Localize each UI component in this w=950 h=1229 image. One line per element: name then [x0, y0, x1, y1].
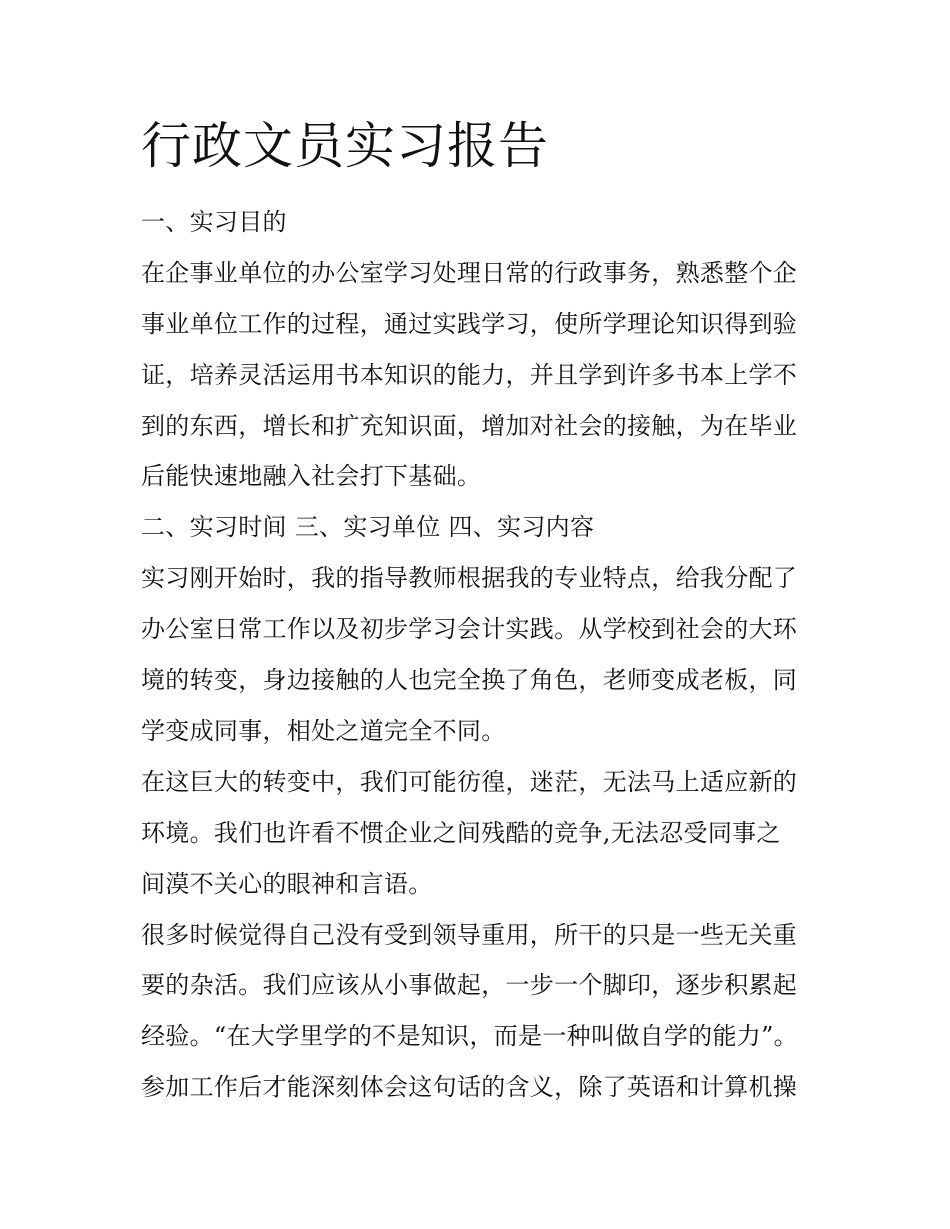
body-line: 证，培养灵活运用书本知识的能力，并且学到许多书本上学不: [141, 361, 798, 389]
body-line: 事业单位工作的过程，通过实践学习，使所学理论知识得到验: [141, 310, 798, 338]
body-line: 很多时候觉得自己没有受到领导重用，所干的只是一些无关重: [141, 921, 798, 949]
body-line: 到的东西，增长和扩充知识面，增加对社会的接触，为在毕业: [141, 412, 798, 440]
body-line: 后能快速地融入社会打下基础。: [141, 462, 482, 490]
body-line: 在企事业单位的办公室学习处理日常的行政事务，熟悉整个企: [141, 259, 798, 287]
document-title: 行政文员实习报告: [141, 117, 549, 175]
body-line: 在这巨大的转变中，我们可能彷徨，迷茫，无法马上适应新的: [141, 768, 798, 796]
section-heading-purpose: 一、实习目的: [141, 208, 287, 236]
body-line: 境的转变，身边接触的人也完全换了角色，老师变成老板，同: [141, 666, 798, 694]
body-line: 间漠不关心的眼神和言语。: [141, 870, 433, 898]
body-line: 实习刚开始时，我的指导教师根据我的专业特点，给我分配了: [141, 564, 798, 592]
body-line: 学变成同事，相处之道完全不同。: [141, 717, 506, 745]
body-line: 经验。“在大学里学的不是知识，而是一种叫做自学的能力”。: [141, 1022, 798, 1050]
section-heading-time-unit-content: 二、实习时间 三、实习单位 四、实习内容: [141, 513, 595, 541]
body-line: 参加工作后才能深刻体会这句话的含义，除了英语和计算机操: [141, 1073, 798, 1101]
body-line: 要的杂活。我们应该从小事做起，一步一个脚印，逐步积累起: [141, 971, 798, 999]
body-line: 办公室日常工作以及初步学习会计实践。从学校到社会的大环: [141, 615, 798, 643]
body-line: 环境。我们也许看不惯企业之间残酷的竞争,无法忍受同事之: [141, 819, 781, 847]
